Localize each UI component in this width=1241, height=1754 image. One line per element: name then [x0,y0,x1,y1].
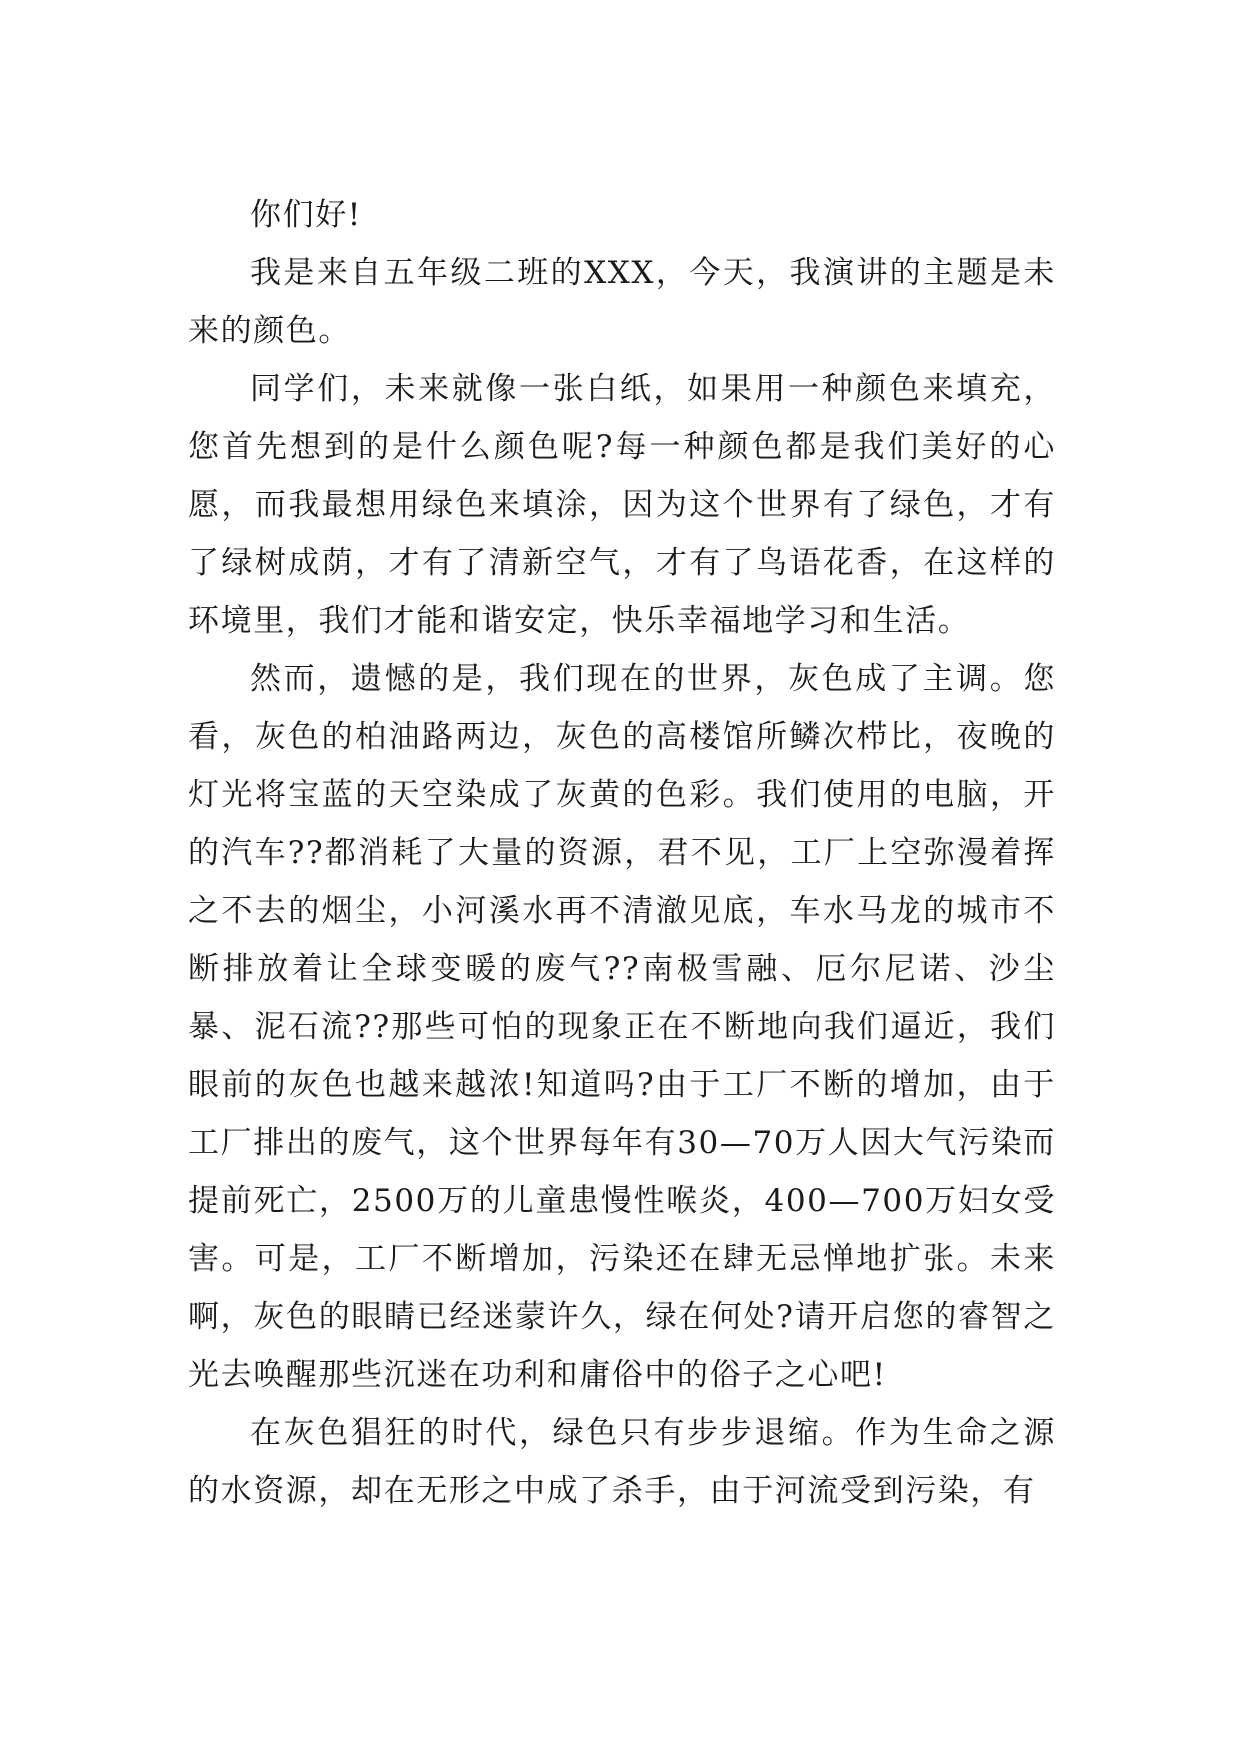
paragraph-water-pollution: 在灰色猖狂的时代，绿色只有步步退缩。作为生命之源的水资源，却在无形之中成了杀手，由于河流受到污染，有 [188,1415,1056,1509]
paragraph-introduction: 我是来自五年级二班的XXX，今天，我演讲的主题是未来的颜色。 [188,255,1056,349]
document-body [188,186,1056,1520]
paragraph-greeting: 你们好! [250,197,362,233]
paragraph-gray-world: 然而，遗憾的是，我们现在的世界，灰色成了主调。您看，灰色的柏油路两边，灰色的高楼馆所鳞次栉比，夜晚的灯光将宝蓝的天空染成了灰黄的色彩。我们使用的电脑，开的汽车??都消耗了大量的资源，君不见，工厂上空弥漫着挥之不去的烟尘，小河溪水再不清澈见底，车水马龙的城市不断排放着让全球变暖的废气??南极雪融、厄尔尼诺、沙尘暴、泥石流??那些可怕的现象正在不断地向我们逼近，我们眼前的灰色也越来越浓!知道吗?由于工厂不断的增加，由于工厂排出的废气，这个世界每年有30—70万人因大气污染而提前死亡，2500万的儿童患慢性喉炎，400—700万妇女受害。可是，工厂不断增加，污染还在肆无忌惮地扩张。未来啊，灰色的眼睛已经迷蒙许久，绿在何处?请开启您的睿智之光去唤醒那些沉迷在功利和庸俗中的俗子之心吧! [188,661,1056,1393]
paragraph-green-wish: 同学们，未来就像一张白纸，如果用一种颜色来填充，您首先想到的是什么颜色呢?每一种颜色都是我们美好的心愿，而我最想用绿色来填涂，因为这个世界有了绿色，才有了绿树成荫，才有了清新空气，才有了鸟语花香，在这样的环境里，我们才能和谐安定，快乐幸福地学习和生活。 [188,371,1056,639]
